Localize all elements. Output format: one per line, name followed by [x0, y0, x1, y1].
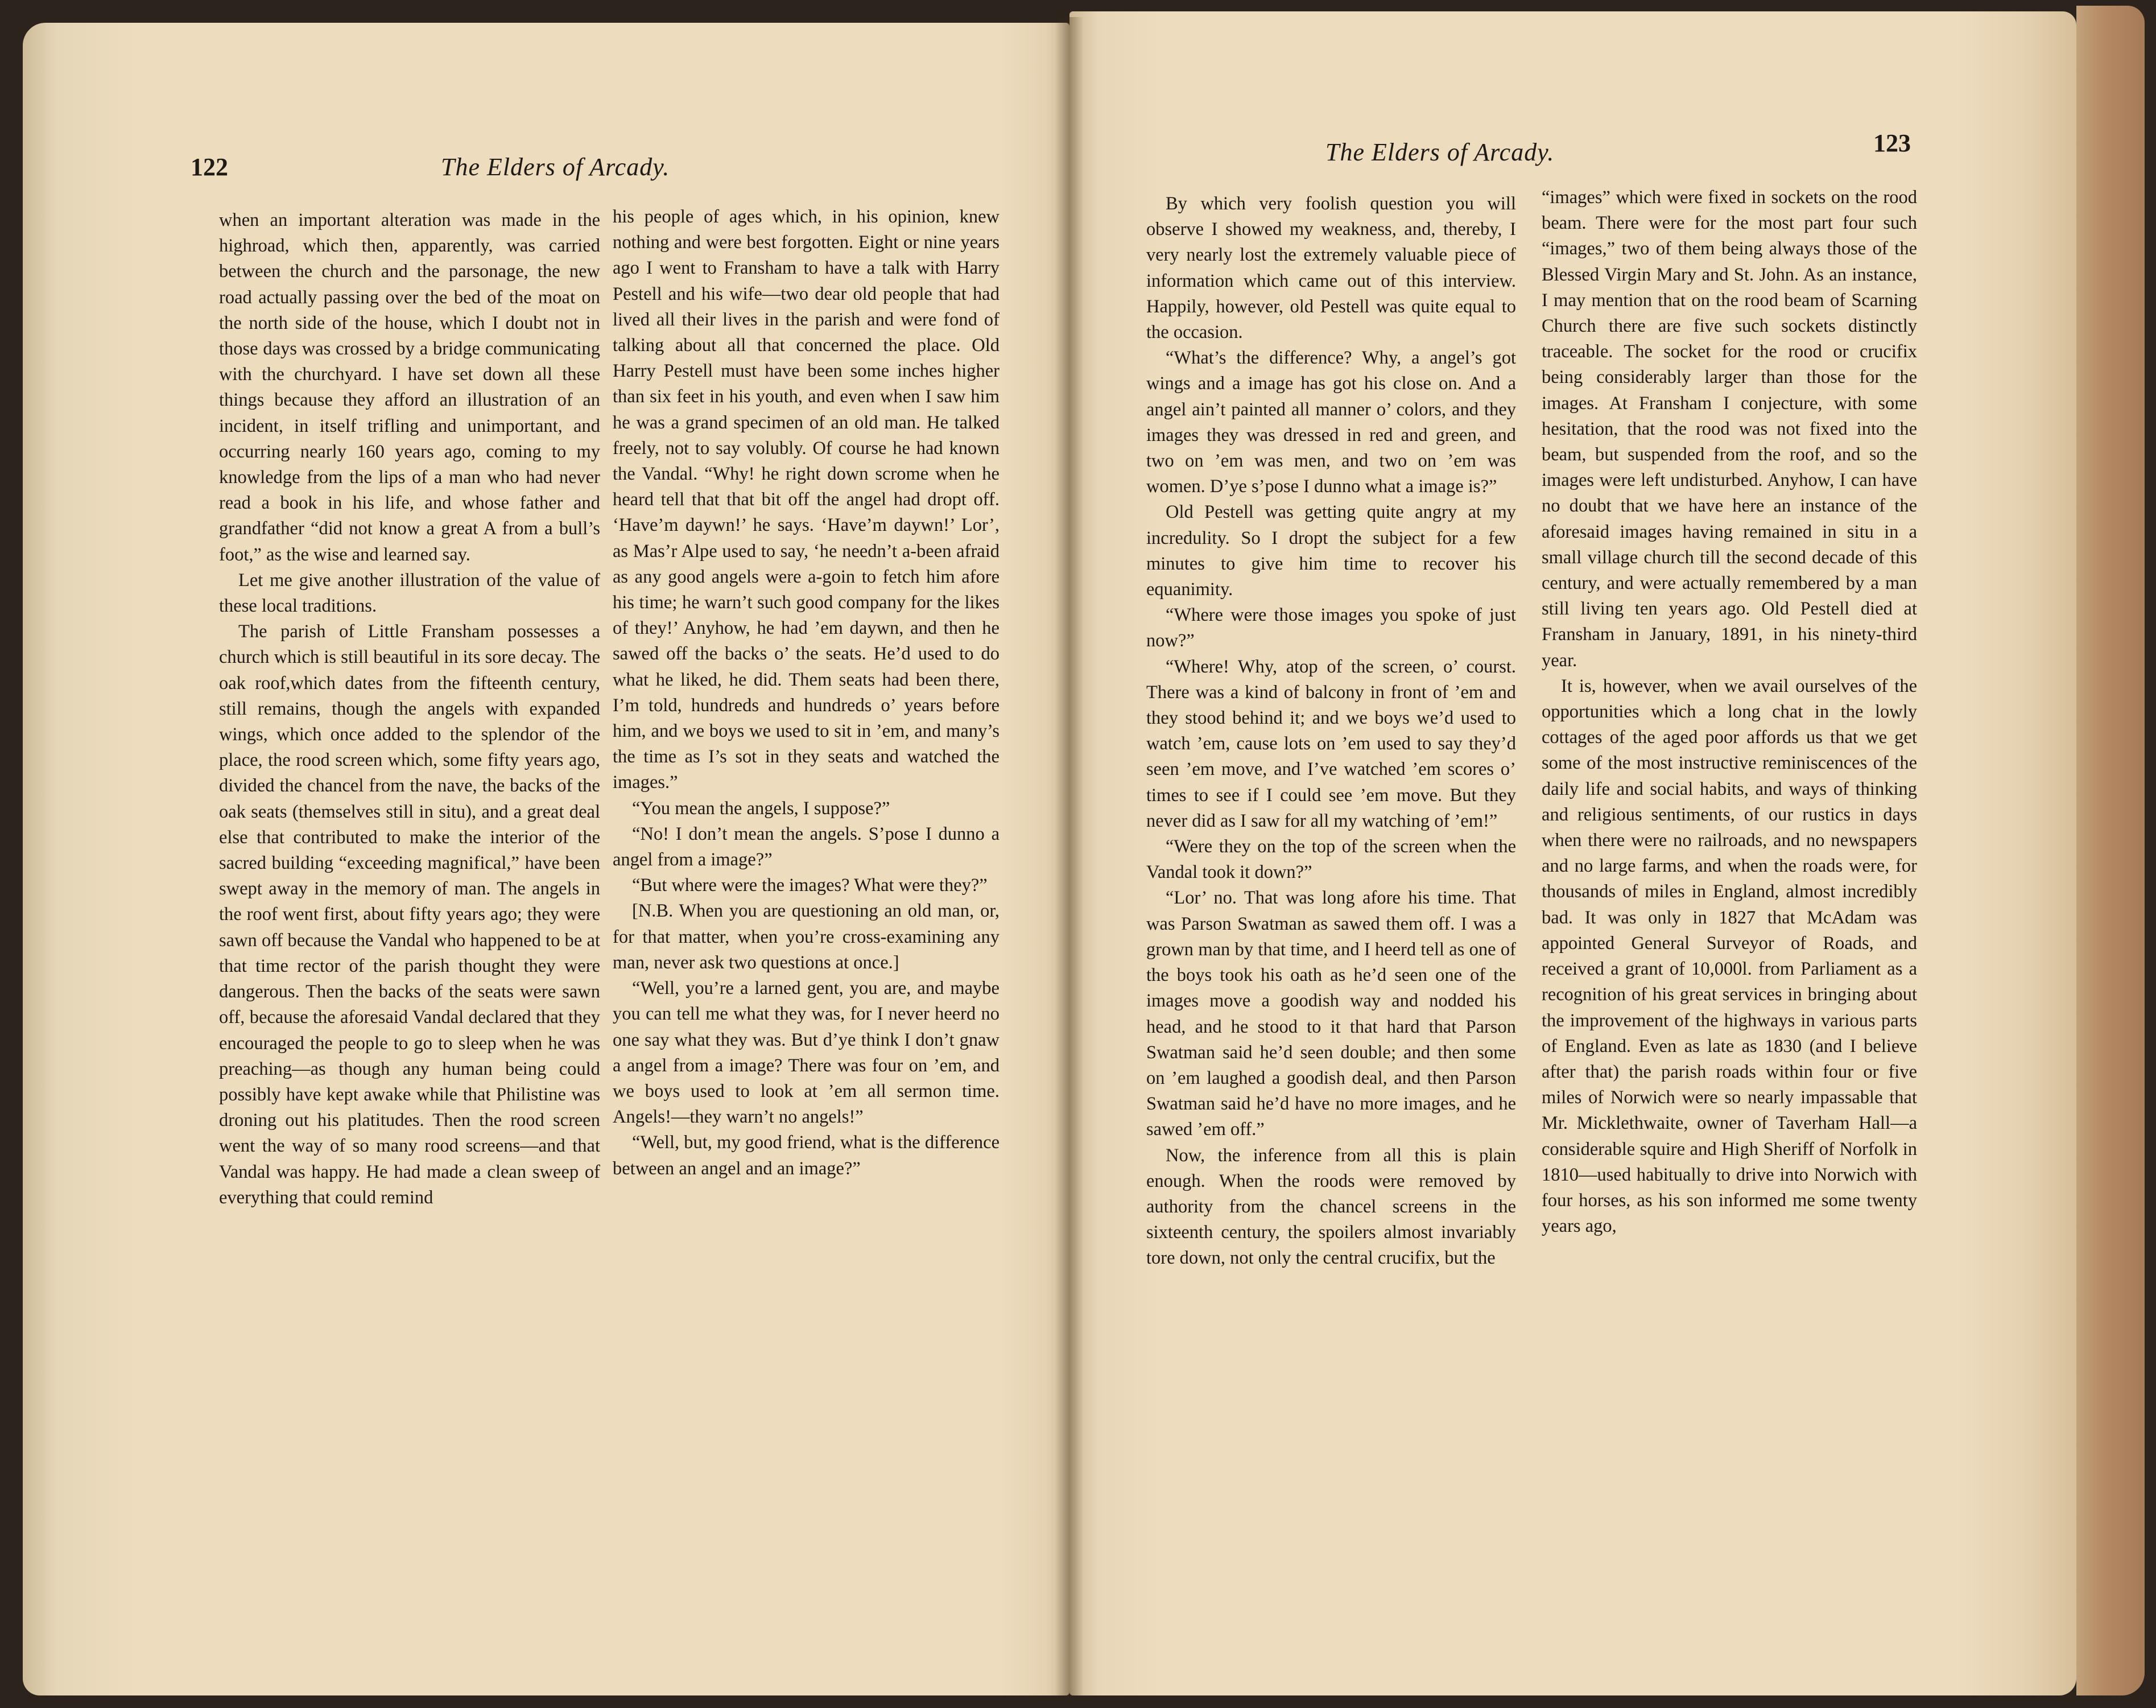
paragraph: “Where were those images you spoke of just now?” [1146, 605, 1516, 651]
paragraph: Let me give another illustration of the value of these local traditions. [219, 570, 600, 617]
paragraph: “Were they on the top of the screen when the Vandal took it down?” [1146, 836, 1516, 883]
paragraph: “Well, but, my good friend, what is the difference between an angel and an image?” [613, 1132, 999, 1179]
right-page-column-1 [1146, 191, 1516, 1272]
left-page-column-1 [219, 208, 600, 1211]
right-running-title: The Elders of Arcady. [1325, 138, 1555, 166]
paragraph: It is, however, when we avail ourselves of the opportunities which a long chat in the lowly cottages of the aged poor affords us that we get some of the most instructive reminiscences of the daily life and social habits, and ways of thinking and religious sentiments, of our rustics in days when there were no railroads, and no newspapers and no large farms, and when the roads were, for thousands of miles in England, almost incredibly bad. It was only in 1827 that McAdam was appointed General Surveyor of Roads, and received a grant of 10,000l. from Parliament as a recognition of his great services in bringing about the improvement of the highways in various parts of England. Even as late as 1830 (and I believe after that) the parish roads within four or five miles of Norwich were so nearly impassable that Mr. Micklethwaite, owner of Taverham Hall—a considerable squire and High Sheriff of Norfolk in 1810—used habitually to drive into Norwich with four horses, as his son informed me some twenty years ago, [1542, 675, 1917, 1237]
paragraph: “images” which were fixed in sockets on the rood beam. There were for the most part four such “images,” two of them being always those of the Blessed Virgin Mary and St. John. As an instance, I may mention that on the rood beam of Scarning Church there are five such sockets distinctly traceable. The socket for the rood or crucifix being considerably larger than those for the images. At Fransham I conjecture, with some hesitation, that the rood was not fixed into the beam, but suspended from the roof, and so the images were left undisturbed. Anyhow, I can have no doubt that we have here an instance of the aforesaid images having remained in situ in a small village church till the second decade of this century, and were actually remembered by a man still living ten years ago. Old Pestell died at Fransham in January, 1891, in his ninety-third year. [1542, 187, 1917, 671]
paragraph: “Where! Why, atop of the screen, o’ courst. There was a kind of balcony in front of ’em and they stood behind it; and we boys we’d used to watch ’em, cause lots on ’em used to say they’d seen ’em move, and I’ve watched ’em scores o’ times to see if I could see ’em move. But they never did as I saw for all my watching of ’em!” [1146, 656, 1516, 831]
paragraph: “No! I don’t mean the angels. S’pose I dunno a angel from a image?” [613, 823, 999, 870]
paragraph: “But where were the images? What were they?” [632, 875, 988, 896]
paragraph: “What’s the difference? Why, a angel’s got wings and a image has got his close on. And a angel ain’t painted all manner o’ colors, and they images they was dressed in red and green, and two on ’em was men, and two on ’em was women. D’ye s’pose I dunno what a image is?” [1146, 348, 1516, 497]
paragraph: “You mean the angels, I suppose?” [632, 798, 890, 819]
left-page-number: 122 [191, 153, 228, 181]
paragraph: By which very foolish question you will observe I showed my weakness, and, thereby, I very nearly lost the extremely valuable piece of information which came out of this interview. Happily, however, old Pestell was quite equal to the occasion. [1146, 193, 1516, 343]
paragraph: The parish of Little Fransham possesses a church which is still beautiful in its sore decay. The oak roof,which dates from the fifteenth century, still remains, though the angels with expanded wings, which once added to the splendor of the place, the rood screen which, some fifty years ago, divided the chancel from the nave, the backs of the oak seats (themselves still in situ), and a great deal else that contributed to make the interior of the sacred building “exceeding magnifical,” have been swept away in the memory of man. The angels in the roof went first, about fifty years ago; they were sawn off because the Vandal who happened to be at that time rector of the parish thought they were dangerous. Then the backs of the seats were sawn off, because the aforesaid Vandal declared that they encouraged the people to go to sleep when he was preaching—as though any human being could possibly have kept awake while that Philistine was droning out his platitudes. Then the rood screen went the way of so many rood screens—and that Vandal was happy. He had made a clean sweep of everything that could remind [219, 621, 600, 1208]
paragraph: Now, the inference from all this is plain enough. When the roods were removed by authority from the chancel screens in the sixteenth century, the spoilers almost invariably tore down, not only the central crucifix, but the [1146, 1145, 1516, 1269]
paragraph: “Lor’ no. That was long afore his time. That was Parson Swatman as sawed them off. I was a grown man by that time, and I heerd tell as one of the boys took his oath as he’d seen one of the images move a goodish way and nodded his head, and he stood to it that hard that Parson Swatman said he’d seen double; and then some on ’em laughed a goodish deal, and then Parson Swatman said he’d have no more images, and he sawed ’em off.” [1146, 888, 1516, 1140]
left-page-column-2 [613, 204, 999, 1182]
right-page-number: 123 [1873, 129, 1911, 157]
right-page-column-2 [1542, 185, 1917, 1239]
paragraph: Old Pestell was getting quite angry at my incredulity. So I dropt the subject for a few minutes to give him time to recover his equanimity. [1146, 502, 1516, 600]
paragraph: “Well, you’re a larned gent, you are, and maybe you can tell me what they was, for I never heerd no one say what they was. But d’ye think I don’t gnaw a angel from a image? There was four on ’em, and we boys used to look at ’em all sermon time. Angels!—they warn’t no angels!” [613, 978, 999, 1128]
paragraph: when an important alteration was made in the highroad, which then, apparently, was carried between the church and the parsonage, the new road actually passing over the bed of the moat on the north side of the house, which I doubt not in those days was crossed by a bridge communicating with the churchyard. I have set down all these things because they afford an illustration of an incident, in itself trifling and unimportant, and occurring nearly 160 years ago, coming to my knowledge from the lips of a man who had never read a book in his life, and whose father and grandfather “did not know a great A from a bull’s foot,” as the wise and learned say. [219, 210, 600, 565]
book-gutter [1055, 17, 1084, 1695]
paragraph: [N.B. When you are questioning an old man, or, for that matter, when you’re cross-examining any man, never ask two questions at once.] [613, 901, 999, 973]
page-block-edge [2076, 6, 2145, 1695]
left-running-title: The Elders of Arcady. [441, 153, 670, 181]
paragraph: his people of ages which, in his opinion, knew nothing and were best forgotten. Eight or nine years ago I went to Fransham to have a talk with Harry Pestell and his wife—two dear old people that had lived all their lives in the parish and were fond of talking about all that concerned the place. Old Harry Pestell must have been some inches higher than six feet in his youth, and even when I saw him he was a grand specimen of an old man. He talked freely, not to say volubly. Of course he had known the Vandal. “Why! he right down scrome when he heard tell that that bit off the angel had dropt off. ‘Have’m daywn!’ he says. ‘Have’m daywn!’ Lor’, as Mas’r Alpe used to say, ‘he needn’t a-been afraid as any good angels were a-goin to fetch him afore his time; he warn’t such good company for the likes of they!’ Anyhow, he had ’em daywn, and then he sawed off the backs o’ the seats. He’d used to do what he liked, he did. Them seats had been there, I’m told, hundreds and hundreds o’ years before him, and we boys we used to sit in ’em, and many’s the time as I’s sot in they seats and watched the images.” [613, 207, 999, 793]
